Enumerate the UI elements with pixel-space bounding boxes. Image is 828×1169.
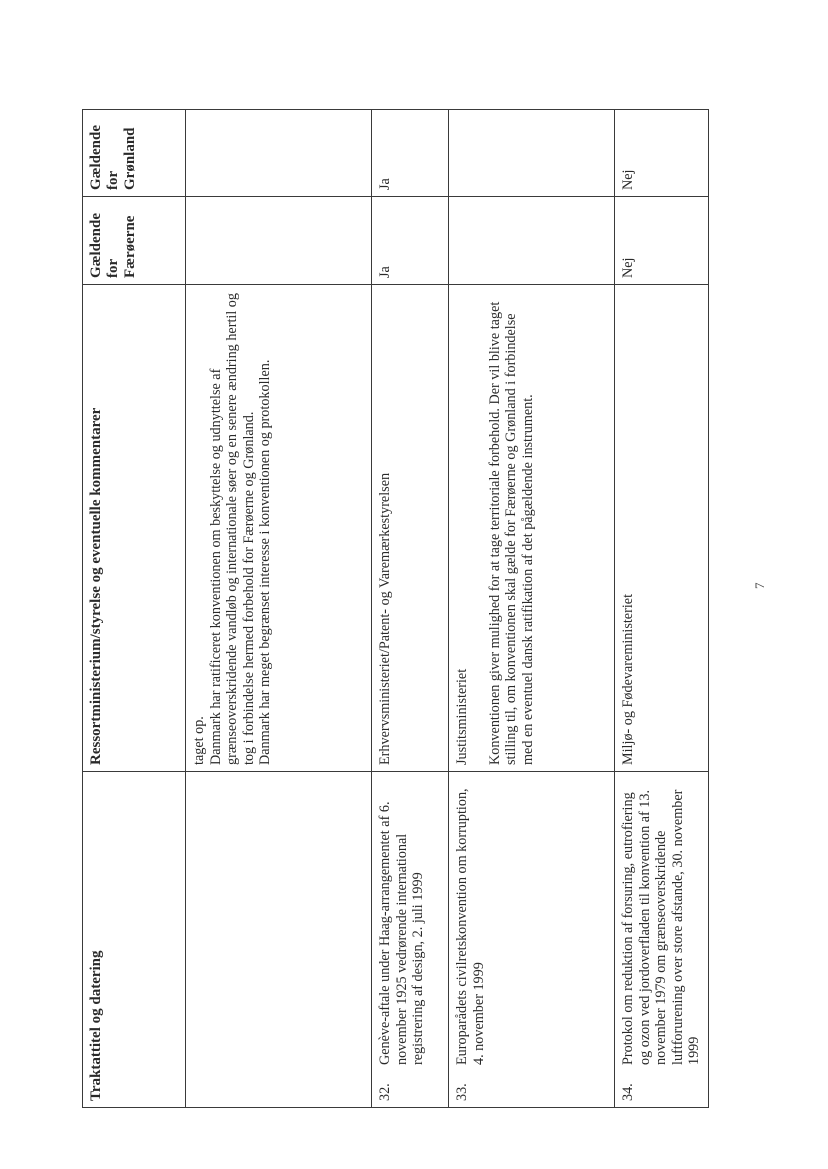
row-title: Genève-aftale under Haag-arrangementet af 6. november 1925 vedrørende international registrering af design, 2. juli 1999 — [377, 801, 427, 1065]
table-row — [372, 110, 449, 1108]
greenland-cell — [186, 110, 372, 197]
ministry-cell — [449, 285, 615, 772]
row-number: 34. — [620, 1083, 636, 1101]
row-title: Protokol om reduktion af forsuring, eutrofiering og ozon ved jordoverfladen til konvention af 13. november 1979 om grænseoverskridende luftforurening over store afstande, 30. november 1999 — [620, 789, 703, 1065]
ministry-line: taget op. — [191, 716, 207, 765]
header-greenland: Gældende for Grønland — [83, 110, 186, 197]
ministry-cell — [615, 285, 709, 772]
ministry-line: Justitsministeriet — [454, 668, 470, 765]
table-row — [449, 110, 615, 1108]
ministry-line: Danmark har ratificeret konventionen om beskyttelse og udnyttelse af grænseoverskridende vandløb og internationale søer og en senere ændring hertil og tog i forbindelse hermed forbehold for Færøerne og Grønland. — [207, 293, 257, 765]
ministry-line: Erhvervsministeriet/Patent- og Varemærkestyrelsen — [377, 472, 393, 765]
page-number: 7 — [752, 582, 767, 589]
title-cell — [372, 772, 449, 1108]
table-row — [186, 110, 372, 1108]
row-number: 32. — [377, 1083, 393, 1101]
greenland-cell: Ja — [372, 110, 449, 197]
greenland-cell: Nej — [615, 110, 709, 197]
row-title: Europarådets civilretskonvention om korruption, 4. november 1999 — [454, 788, 487, 1065]
row-number: 33. — [454, 1083, 470, 1101]
treaty-table — [82, 109, 709, 1108]
faroe-cell — [186, 197, 372, 285]
header-ministry: Ressortministerium/styrelse og eventuelle kommentarer — [83, 285, 186, 772]
ministry-line: Miljø- og Fødevareministeriet — [620, 593, 636, 765]
ministry-cell — [186, 285, 372, 772]
ministry-line-spacer — [471, 291, 487, 765]
title-cell — [186, 772, 372, 1108]
table-row — [615, 110, 709, 1108]
faroe-cell: Nej — [615, 197, 709, 285]
header-title: Traktattitel og datering — [83, 772, 186, 1108]
ministry-line: Danmark har meget begrænset interesse i konventionen og protokollen. — [257, 359, 274, 765]
title-cell — [615, 772, 709, 1108]
ministry-cell — [372, 285, 449, 772]
greenland-cell — [449, 110, 615, 197]
table-header-row — [83, 110, 186, 1108]
rotated-table-wrapper — [82, 110, 703, 1108]
faroe-cell — [449, 197, 615, 285]
faroe-cell: Ja — [372, 197, 449, 285]
header-faroe: Gældende for Færøerne — [83, 197, 186, 285]
ministry-line: Konventionen giver mulighed for at tage territoriale forbehold. Der vil blive taget stilling til, om konventionen skal gælde for Færøerne og Grønland i forbindelse med en eventuel dansk ratifikation af det pågældende instrument. — [486, 301, 536, 765]
title-cell — [449, 772, 615, 1108]
